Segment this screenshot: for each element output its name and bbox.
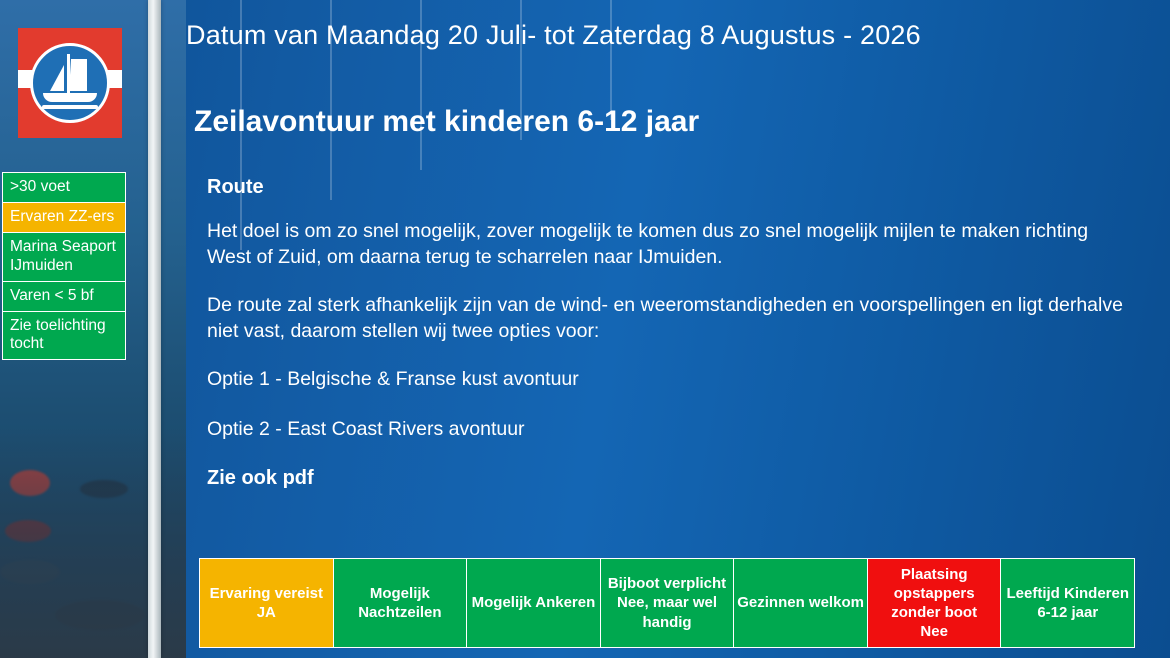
- table-cell-title: Ervaring vereist: [209, 584, 323, 602]
- table-cell-title: Mogelijk Nachtzeilen: [358, 584, 442, 621]
- info-table: [199, 558, 1134, 648]
- table-cell-title: Leeftijd Kinderen: [1006, 584, 1130, 602]
- table-cell-families: [733, 558, 868, 648]
- route-option-1: Optie 1 - Belgische & Franse kust avontuur: [207, 367, 579, 390]
- date-range-text: Datum van Maandag 20 Juli- tot Zaterdag 8 Augustus - 2026: [186, 20, 921, 50]
- table-cell-night-sailing: [333, 558, 468, 648]
- table-cell-crew-placement: [867, 558, 1002, 648]
- table-cell-children-age: [1000, 558, 1135, 648]
- boat-blob-1: [80, 480, 128, 498]
- table-cell-value: JA: [256, 604, 276, 621]
- boat-blob-2: [55, 600, 145, 630]
- table-cell-title: Bijboot verplicht: [607, 575, 727, 593]
- route-paragraph-1: Het doel is om zo snel mogelijk, zover mogelijk te komen dus zo snel mogelijk mijlen te maken richting West of Zuid, om daarna terug te scharrelen naar IJmuiden.: [207, 220, 1089, 268]
- sailing-club-logo: [18, 28, 122, 138]
- badge-marina: Marina Seaport IJmuiden: [2, 232, 126, 281]
- mast: [148, 0, 161, 658]
- badge-list: [2, 172, 126, 360]
- flag-blob-1: [10, 470, 50, 496]
- see-pdf-note: Zie ook pdf: [207, 466, 314, 489]
- badge-boat-size: >30 voet: [2, 172, 126, 202]
- table-cell-value: 6-12 jaar: [1037, 604, 1099, 621]
- body-content: [207, 176, 1137, 490]
- badge-wind-limit: Varen < 5 bf: [2, 281, 126, 311]
- route-option-2: Optie 2 - East Coast Rivers avontuur: [207, 417, 525, 440]
- boat-blob-3: [0, 560, 60, 584]
- table-cell-dinghy: [600, 558, 735, 648]
- rigging-line: [610, 0, 612, 120]
- badge-see-explanation: Zie toelichting tocht: [2, 311, 126, 361]
- table-cell-value: Nee, maar wel handig: [616, 594, 718, 631]
- page-title: Zeilavontuur met kinderen 6-12 jaar: [194, 105, 700, 138]
- route-paragraph-2: De route zal sterk afhankelijk zijn van de wind- en weeromstandigheden en voorspellingen en ligt derhalve niet vast, daarom stellen wij twee opties voor:: [207, 293, 1123, 342]
- table-cell-anchoring: [466, 558, 601, 648]
- route-heading: Route: [207, 176, 264, 198]
- table-cell-experience: [199, 558, 334, 648]
- table-cell-value: Nee: [920, 623, 948, 641]
- table-cell-title: Gezinnen welkom: [737, 594, 864, 612]
- badge-experience: Ervaren ZZ-ers: [2, 202, 126, 232]
- table-cell-title: Mogelijk Ankeren: [471, 594, 596, 612]
- logo-sailboat-icon: [30, 43, 110, 123]
- flag-blob-2: [5, 520, 51, 542]
- table-cell-title: Plaatsing opstappers zonder boot: [891, 565, 978, 621]
